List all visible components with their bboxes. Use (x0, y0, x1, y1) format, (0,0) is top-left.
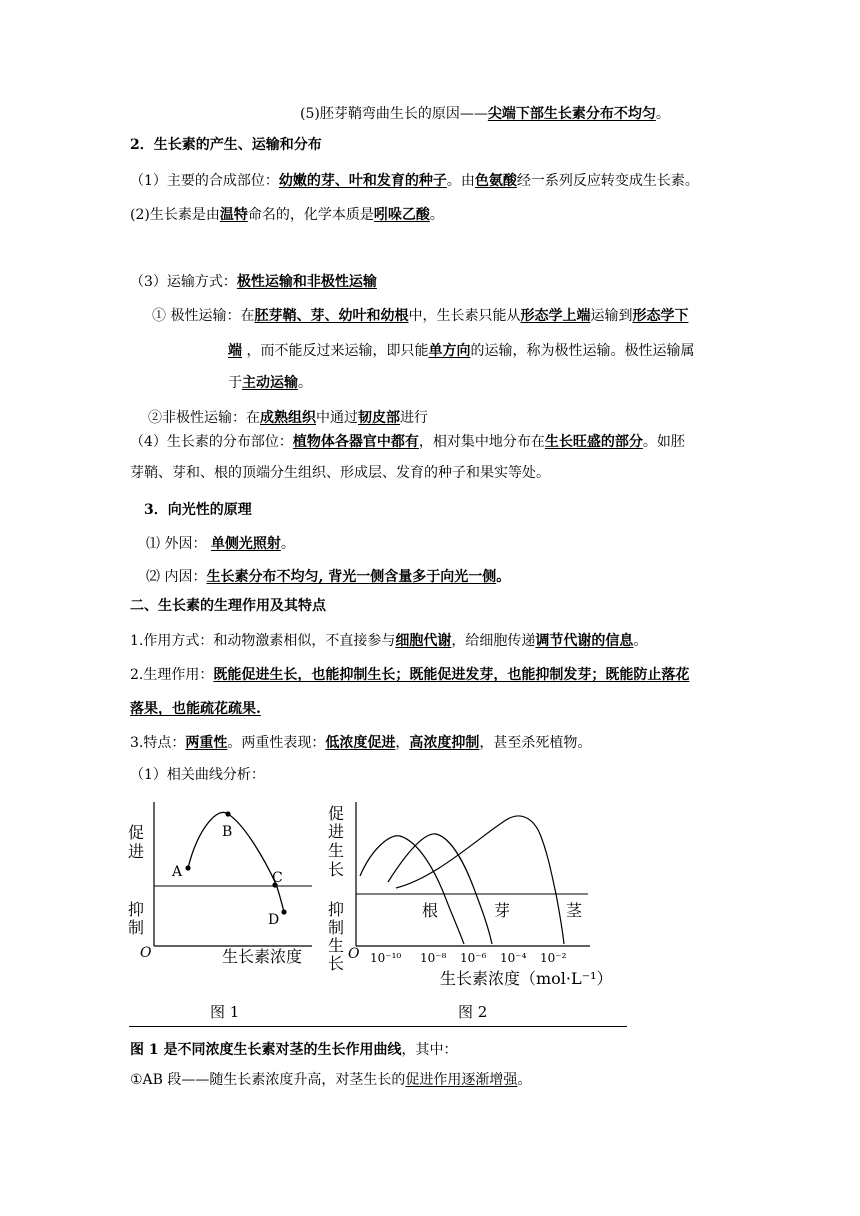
fig2-tick-4: 10⁻⁴ (500, 951, 527, 965)
line-18: 落果，也能疏花疏果. (130, 701, 261, 717)
fig2-xlabel: 生长素浓度（mol·L⁻¹） (440, 969, 613, 988)
fig1-label-d: D (268, 912, 280, 928)
line-21: 图 1 是不同浓度生长素对茎的生长作用曲线，其中： (130, 1042, 458, 1058)
fig2-curve-stem (396, 816, 564, 944)
section-heading-2: 2．生长素的产生、运输和分布 (130, 137, 322, 153)
fig2-curve-bud (388, 834, 492, 944)
line-14: ⑵ 内因：生长素分布不均匀, 背光一侧含量多于向光一侧。 (146, 569, 511, 585)
line-1: (5)胚芽鞘弯曲生长的原因——尖端下部生长素分布不均匀。 (300, 106, 670, 122)
line-5: （3）运输方式：极性运输和非极性运输 (130, 274, 377, 290)
fig1-point-b (225, 811, 230, 816)
fig2-promote-3: 生 (328, 841, 345, 860)
line-9: ②非极性运输：在成熟组织中通过韧皮部进行 (148, 410, 428, 426)
fig1-inhibit-1: 抑 (128, 900, 145, 919)
fig2-promote-2: 进 (328, 822, 345, 841)
line-20: （1）相关曲线分析： (130, 767, 265, 783)
fig2-label-stem: 茎 (566, 901, 583, 920)
fig2-inhibit-3: 生 (328, 936, 345, 955)
fig2-inhibit-1: 抑 (328, 900, 345, 919)
fig1-caption: 图 1 (210, 1003, 240, 1021)
figure-1 (126, 798, 316, 1028)
line-4: (2)生长素是由温特命名的，化学本质是吲哚乙酸。 (130, 207, 444, 223)
line-7: 端 ，而不能反过来运输，即只能单方向的运输，称为极性运输。极性运输属 (228, 343, 695, 359)
line-16: 1.作用方式：和动物激素相似，不直接参与细胞代谢，给细胞传递调节代谢的信息。 (130, 633, 648, 649)
fig2-caption: 图 2 (458, 1003, 488, 1021)
fig1-curve (188, 812, 284, 912)
fig1-inhibit-2: 制 (128, 918, 145, 937)
fig2-inhibit-4: 长 (328, 954, 345, 973)
fig1-promote-2: 进 (128, 842, 145, 861)
fig1-point-d (281, 909, 286, 914)
line-22: ①AB 段——随生长素浓度升高，对茎生长的促进作用逐渐增强。 (130, 1072, 532, 1088)
fig2-curve-root (360, 836, 464, 944)
fig2-label-root: 根 (422, 901, 439, 920)
line-3: （1）主要的合成部位：幼嫩的芽、叶和发育的种子。由色氨酸经一系列反应转变成生长素。 (130, 173, 699, 189)
fig2-tick-1: 10⁻¹⁰ (370, 951, 402, 965)
section-heading-two: 二、生长素的生理作用及其特点 (130, 598, 326, 614)
line-6: ① 极性运输：在胚芽鞘、芽、幼叶和幼根中，生长素只能从形态学上端运输到形态学下 (152, 308, 689, 324)
fig2-promote-4: 长 (328, 860, 345, 879)
fig1-origin: O (140, 945, 152, 961)
fig2-inhibit-2: 制 (328, 918, 345, 937)
line-19: 3.特点：两重性。两重性表现：低浓度促进，高浓度抑制，甚至杀死植物。 (130, 735, 592, 751)
fig1-promote-1: 促 (128, 823, 145, 842)
fig1-label-b: B (222, 824, 233, 840)
fig1-point-a (185, 865, 190, 870)
fig1-xlabel: 生长素浓度 (222, 947, 303, 966)
fig2-tick-3: 10⁻⁶ (460, 951, 487, 965)
section-heading-3: 3．向光性的原理 (144, 502, 252, 518)
fig2-origin: O (348, 946, 360, 962)
line-17: 2.生理作用：既能促进生长，也能抑制生长；既能促进发芽，也能抑制发芽；既能防止落花 (130, 667, 690, 683)
fig2-promote-1: 促 (328, 804, 345, 823)
figure-2 (326, 798, 636, 1028)
line-8: 于主动运输。 (228, 375, 312, 391)
line-11: 芽鞘、芽和、根的顶端分生组织、形成层、发育的种子和果实等处。 (130, 465, 550, 481)
fig2-tick-2: 10⁻⁸ (420, 951, 447, 965)
fig1-label-c: C (272, 870, 283, 886)
line-13: ⑴ 外因： 单侧光照射。 (146, 536, 295, 552)
fig2-label-bud: 芽 (494, 901, 511, 920)
fig1-label-a: A (172, 864, 183, 880)
fig2-tick-5: 10⁻² (540, 951, 567, 965)
line-10: （4）生长素的分布部位：植物体各器官中都有，相对集中地分布在生长旺盛的部分。如胚 (130, 434, 685, 450)
horizontal-rule (129, 1026, 627, 1027)
